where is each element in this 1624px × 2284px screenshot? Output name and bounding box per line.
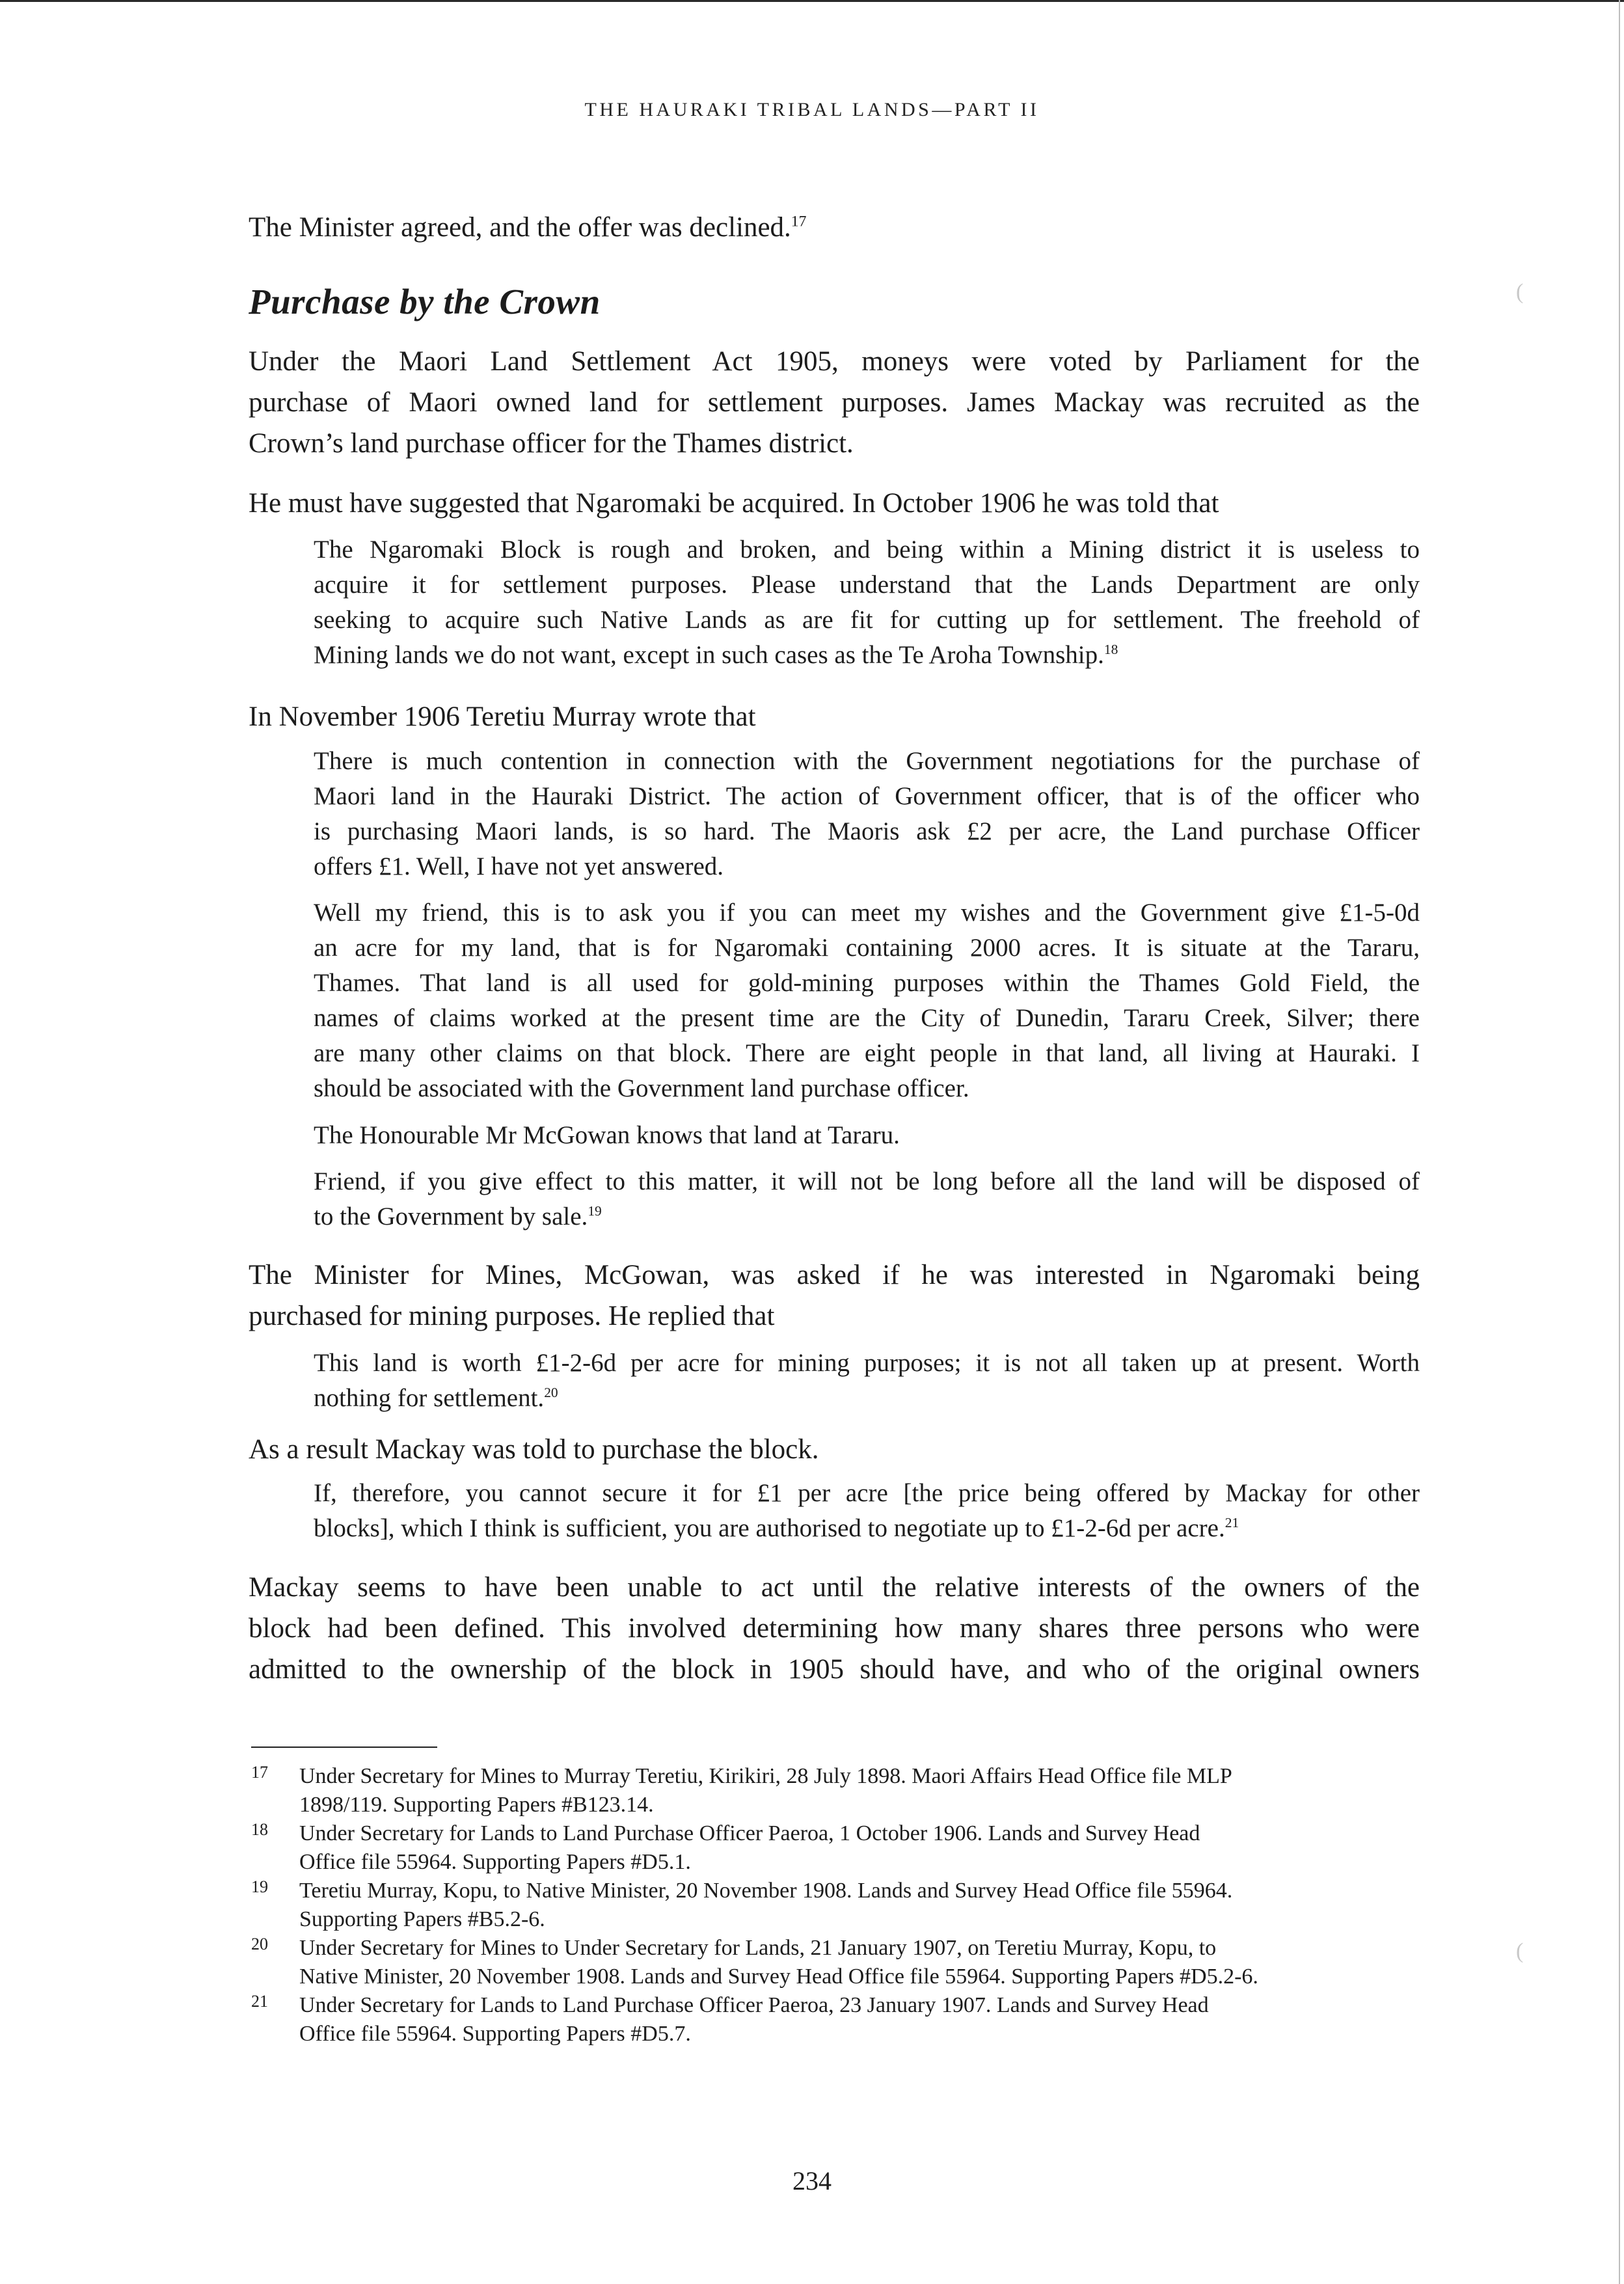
footnote-text bbox=[299, 1934, 1418, 1991]
text-line: nothing for settlement.$^{20}$ bbox=[314, 1384, 558, 1412]
text-line: There is much contention in connection with the Government negotiations for the purchase of bbox=[314, 747, 1420, 775]
text-line: Teretiu Murray, Kopu, to Native Minister, 20 November 1908. Lands and Survey Head Office file 55964. bbox=[299, 1879, 1233, 1903]
scan-speck-mark: ( bbox=[1516, 1939, 1524, 1963]
footnote-text bbox=[299, 1991, 1418, 2048]
footnote-number: 20 bbox=[251, 1935, 268, 1953]
text-line: offers £1. Well, I have not yet answered. bbox=[314, 852, 724, 880]
footnote-number: 17 bbox=[251, 1763, 268, 1782]
text-line: In November 1906 Teretiu Murray wrote that bbox=[249, 701, 756, 732]
scan-speck-mark: ( bbox=[1516, 280, 1524, 304]
text-line: blocks], which I think is sufficient, you are authorised to negotiate up to £1-2-6d per acre.$^{21}$ bbox=[314, 1514, 1239, 1542]
text-line: should be associated with the Government land purchase officer. bbox=[314, 1074, 969, 1102]
text-line: to the Government by sale.$^{19}$ bbox=[314, 1203, 602, 1230]
text-line: Well my friend, this is to ask you if you can meet my wishes and the Government give £1-5-0d bbox=[314, 899, 1420, 927]
text-line: Under the Maori Land Settlement Act 1905, moneys were voted by Parliament for the bbox=[249, 346, 1420, 377]
block-quote bbox=[314, 895, 1420, 1106]
body-paragraph bbox=[249, 1429, 1420, 1470]
body-paragraph bbox=[249, 1255, 1420, 1337]
footnote-number: 19 bbox=[251, 1877, 268, 1896]
text-line: Thames. That land is all used for gold-mining purposes within the Thames Gold Field, the bbox=[314, 969, 1420, 997]
footnote-ref[interactable]: 17 bbox=[791, 213, 807, 230]
intro-paragraph bbox=[249, 207, 1420, 248]
body-paragraph bbox=[249, 483, 1420, 524]
text-line: block had been defined. This involved determining how many shares three persons who were bbox=[249, 1613, 1420, 1644]
footnote-text bbox=[299, 1819, 1418, 1877]
footnote-divider bbox=[251, 1747, 437, 1748]
block-quote bbox=[314, 1346, 1420, 1416]
text-line: admitted to the ownership of the block in 1905 should have, and who of the original owners bbox=[249, 1654, 1420, 1685]
scan-top-edge bbox=[0, 0, 1624, 2]
body-paragraph bbox=[249, 1567, 1420, 1690]
text-line: Crown’s land purchase officer for the Thames district. bbox=[249, 428, 854, 459]
section-heading: Purchase by the Crown bbox=[249, 282, 601, 321]
text-line: purchase of Maori owned land for settlement purposes. James Mackay was recruited as the bbox=[249, 387, 1420, 418]
text-line: 1898/119. Supporting Papers #B123.14. bbox=[299, 1793, 654, 1817]
footnote-number: 18 bbox=[251, 1820, 268, 1839]
text-line: The Ngaromaki Block is rough and broken, and being within a Mining district it is useless to bbox=[314, 536, 1420, 564]
text-line: Office file 55964. Supporting Papers #D5.1. bbox=[299, 1850, 691, 1874]
text-line: Supporting Papers #B5.2-6. bbox=[299, 1907, 545, 1931]
text-line: This land is worth £1-2-6d per acre for mining purposes; it is not all taken up at present. Worth bbox=[314, 1349, 1420, 1377]
text-line: purchased for mining purposes. He replied that bbox=[249, 1301, 775, 1331]
footnote-ref[interactable]: 19 bbox=[588, 1203, 602, 1219]
text-line: Maori land in the Hauraki District. The action of Government officer, that is of the officer who bbox=[314, 782, 1420, 810]
text-line: Under Secretary for Lands to Land Purchase Officer Paeroa, 1 October 1906. Lands and Survey Head bbox=[299, 1821, 1200, 1845]
text-line: If, therefore, you cannot secure it for £1 per acre [the price being offered by Mackay for other bbox=[314, 1479, 1420, 1507]
text-line: seeking to acquire such Native Lands as are fit for cutting up for settlement. The freehold of bbox=[314, 606, 1420, 634]
text-line: As a result Mackay was told to purchase the block. bbox=[249, 1434, 819, 1465]
page-number: 234 bbox=[792, 2166, 832, 2196]
footnote-ref[interactable]: 20 bbox=[544, 1385, 558, 1400]
block-quote bbox=[314, 532, 1420, 673]
block-quote bbox=[314, 744, 1420, 884]
text-line: Under Secretary for Mines to Murray Teretiu, Kirikiri, 28 July 1898. Maori Affairs Head Office file MLP bbox=[299, 1764, 1232, 1788]
text-line: Native Minister, 20 November 1908. Lands and Survey Head Office file 55964. Supporting Papers #D5.2-6. bbox=[299, 1965, 1258, 1989]
footnote-text bbox=[299, 1762, 1418, 1819]
text-line: names of claims worked at the present time are the City of Dunedin, Tararu Creek, Silver; there bbox=[314, 1004, 1420, 1032]
text-line: acquire it for settlement purposes. Please understand that the Lands Department are only bbox=[314, 571, 1420, 599]
running-head: THE HAURAKI TRIBAL LANDS—PART II bbox=[584, 99, 1040, 120]
footnote-text bbox=[299, 1877, 1418, 1934]
footnote-number: 21 bbox=[251, 1992, 268, 2011]
block-quote bbox=[314, 1118, 1420, 1153]
text-line: Mining lands we do not want, except in such cases as the Te Aroha Township.$^{18}$ bbox=[314, 641, 1118, 669]
block-quote bbox=[314, 1476, 1420, 1546]
text-line: The Honourable Mr McGowan knows that land at Tararu. bbox=[314, 1121, 900, 1149]
text-line: The Minister for Mines, McGowan, was asked if he was interested in Ngaromaki being bbox=[249, 1260, 1420, 1290]
footnote-ref[interactable]: 21 bbox=[1225, 1515, 1239, 1530]
text-line: He must have suggested that Ngaromaki be acquired. In October 1906 he was told that bbox=[249, 488, 1219, 519]
text-line: Under Secretary for Mines to Under Secretary for Lands, 21 January 1907, on Teretiu Murray, Kopu, to bbox=[299, 1936, 1217, 1960]
body-paragraph bbox=[249, 696, 1420, 737]
text-line: Friend, if you give effect to this matter, it will not be long before all the land will be disposed of bbox=[314, 1167, 1420, 1195]
footnote-ref[interactable]: 18 bbox=[1103, 642, 1118, 657]
text-line: an acre for my land, that is for Ngaromaki containing 2000 acres. It is situate at the Tararu, bbox=[314, 934, 1420, 962]
scan-right-edge bbox=[1619, 0, 1620, 2284]
text-line: The Minister agreed, and the offer was declined.$^{17}$ bbox=[249, 212, 807, 243]
text-line: Office file 55964. Supporting Papers #D5.7. bbox=[299, 2022, 691, 2046]
text-line: are many other claims on that block. There are eight people in that land, all living at Hauraki. I bbox=[314, 1039, 1420, 1067]
text-line: is purchasing Maori lands, is so hard. The Maoris ask £2 per acre, the Land purchase Officer bbox=[314, 817, 1420, 845]
text-line: Under Secretary for Lands to Land Purchase Officer Paeroa, 23 January 1907. Lands and Survey Head bbox=[299, 1993, 1209, 2017]
text-line: Mackay seems to have been unable to act until the relative interests of the owners of the bbox=[249, 1572, 1420, 1603]
body-paragraph bbox=[249, 341, 1420, 464]
block-quote bbox=[314, 1164, 1420, 1234]
